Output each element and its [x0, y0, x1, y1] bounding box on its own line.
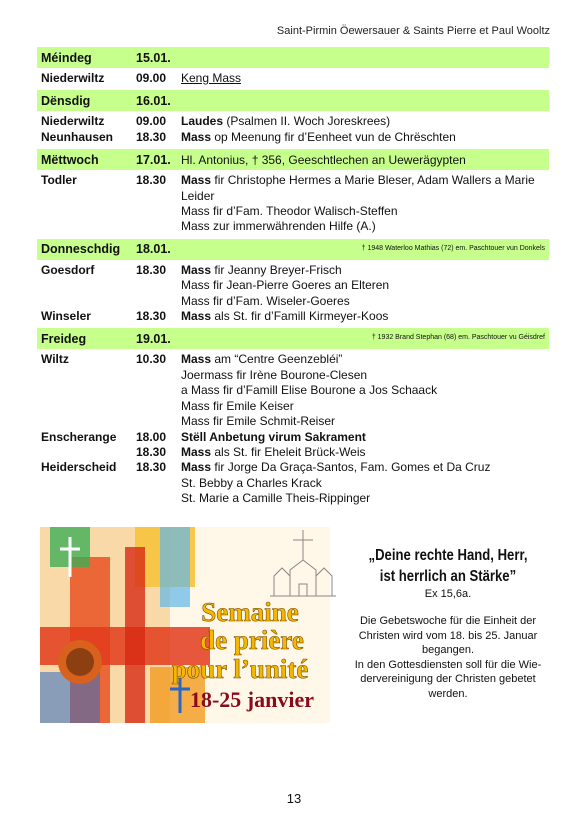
day-header	[37, 149, 549, 170]
mass-schedule	[37, 47, 549, 507]
schedule-place	[37, 278, 136, 293]
day-memorial-note: † 1948 Waterloo Mathias (72) em. Paschtouer vun Donkels	[361, 244, 545, 252]
schedule-row	[37, 430, 549, 445]
schedule-description: Mass op Meenung fir d’Eenheet vun de Chrëschten	[181, 129, 456, 144]
schedule-description: Laudes (Psalmen II. Woch Joreskrees)	[181, 114, 391, 129]
day-name: Donneschdig	[41, 242, 121, 257]
schedule-row	[37, 476, 549, 491]
schedule-row	[37, 399, 549, 414]
day-name: Freideg	[41, 331, 87, 346]
schedule-row	[37, 352, 549, 367]
schedule-place: Goesdorf	[41, 262, 95, 277]
banner-line-4: 18-25 janvier	[189, 687, 315, 712]
schedule-place: Wiltz	[41, 352, 69, 367]
schedule-description: Mass fir Emile Schmit-Reiser	[181, 414, 336, 429]
banner-line-2: de prière	[200, 625, 304, 655]
schedule-description: Mass fir Emile Keiser	[181, 398, 294, 413]
church-cross-icon	[266, 528, 340, 598]
schedule-description: Mass fir Christophe Hermes a Marie Bleser, Adam Wallers a Marie Leider	[181, 173, 535, 203]
schedule-row	[37, 460, 549, 475]
day-date: 17.01.	[136, 152, 171, 167]
schedule-time	[136, 414, 181, 429]
schedule-description: a Mass fir d’Famill Elise Bourone a Jos Schaack	[181, 383, 438, 398]
schedule-row	[37, 383, 549, 398]
schedule-place: Neunhausen	[41, 129, 114, 144]
schedule-description: Mass fir Jeanny Breyer-Frisch	[181, 262, 342, 277]
banner-line-3: pour l’unité	[171, 654, 309, 684]
schedule-row	[37, 263, 549, 278]
day-header	[37, 328, 549, 349]
schedule-time: 18.00	[136, 429, 167, 444]
schedule-time: 18.30	[136, 309, 167, 324]
page-header: Saint-Pirmin Öewersauer & Saints Pierre et Paul Wooltz	[276, 25, 550, 37]
day-name: Dënsdig	[41, 93, 91, 108]
schedule-place: Niederwiltz	[41, 71, 105, 85]
schedule-place	[37, 219, 136, 234]
schedule-row	[37, 368, 549, 383]
schedule-place	[37, 368, 136, 383]
schedule-time: 18.30	[136, 444, 167, 459]
day-name: Mëttwoch	[41, 152, 99, 167]
banner-line-1: Semaine	[201, 597, 299, 627]
day-memorial-note: † 1932 Brand Stephan (68) em. Paschtouer vu Géisdref	[371, 334, 545, 342]
schedule-description: Keng Mass	[181, 71, 242, 85]
schedule-time	[136, 383, 181, 398]
page-number: 13	[286, 791, 302, 806]
schedule-description: Mass am “Centre Geenzebléi”	[181, 352, 343, 367]
schedule-description: St. Marie a Camille Theis-Rippinger	[181, 491, 371, 506]
day-date: 16.01.	[136, 93, 171, 108]
schedule-time: 18.30	[136, 460, 167, 475]
quote-line-1: „Deine rechte Hand, Herr,	[368, 547, 528, 564]
quote-line-2: ist herrlich an Stärke”	[379, 568, 517, 585]
schedule-place: Niederwiltz	[41, 114, 105, 129]
schedule-description: St. Bebby a Charles Krack	[181, 475, 322, 490]
schedule-time	[136, 491, 181, 506]
schedule-place	[37, 491, 136, 506]
schedule-time: 18.30	[136, 173, 167, 188]
schedule-row	[37, 71, 549, 86]
schedule-time	[136, 278, 181, 293]
schedule-place: Heiderscheid	[41, 460, 117, 475]
schedule-description: Mass fir Jorge Da Graça-Santos, Fam. Gomes et Da Cruz	[181, 460, 491, 475]
day-date: 15.01.	[136, 50, 171, 65]
schedule-time	[136, 294, 181, 309]
schedule-description: Stëll Anbetung virum Sakrament	[181, 429, 366, 444]
day-note: Hl. Antonius, † 356, Geeschtlechen an Uewerägypten	[181, 152, 466, 167]
schedule-row	[37, 219, 549, 234]
schedule-row	[37, 414, 549, 429]
quote-body: Die Gebetswoche für die Einheit der Christen wird vom 18. bis 25. Januar begangen. In den Gottesdiensten soll für die Wie- dervereinigung der Christen gebetet werden.	[354, 615, 542, 700]
schedule-description: Mass als St. fir d’Famill Kirmeyer-Koos	[181, 309, 389, 324]
schedule-place	[37, 383, 136, 398]
schedule-row	[37, 173, 549, 204]
schedule-place: Enscherange	[41, 429, 117, 444]
schedule-row	[37, 114, 549, 129]
schedule-place	[37, 476, 136, 491]
schedule-description: Mass fir d’Fam. Theodor Walisch-Steffen	[181, 204, 398, 219]
schedule-row	[37, 278, 549, 293]
schedule-row	[37, 294, 549, 309]
schedule-time: 10.30	[136, 352, 167, 367]
schedule-time	[136, 204, 181, 219]
schedule-description: Mass fir d’Fam. Wiseler-Goeres	[181, 293, 350, 308]
schedule-place	[37, 294, 136, 309]
day-header	[37, 239, 549, 260]
schedule-place	[37, 414, 136, 429]
schedule-time: 18.30	[136, 262, 167, 277]
schedule-place	[37, 399, 136, 414]
schedule-row	[37, 445, 549, 460]
day-date: 18.01.	[136, 242, 171, 257]
schedule-row	[37, 309, 549, 324]
schedule-description: Mass fir Jean-Pierre Goeres an Elteren	[181, 278, 390, 293]
day-name: Méindeg	[41, 50, 92, 65]
schedule-time: 09.00	[136, 114, 167, 129]
schedule-place	[37, 204, 136, 219]
schedule-time	[136, 399, 181, 414]
day-date: 19.01.	[136, 331, 171, 346]
schedule-description: Mass als St. fir Eheleit Brück-Weis	[181, 444, 366, 459]
day-header	[37, 90, 549, 111]
schedule-time: 18.30	[136, 129, 167, 144]
schedule-time	[136, 368, 181, 383]
schedule-row	[37, 130, 549, 145]
schedule-description: Joermass fir Irène Bourone-Clesen	[181, 367, 368, 382]
bible-quote	[343, 545, 553, 701]
schedule-place: Winseler	[41, 309, 91, 324]
schedule-time	[136, 476, 181, 491]
schedule-description: Mass zur immerwährenden Hilfe (A.)	[181, 219, 376, 234]
schedule-time: 09.00	[136, 71, 167, 85]
schedule-place: Todler	[41, 173, 77, 188]
schedule-row	[37, 204, 549, 219]
schedule-place	[37, 445, 136, 460]
quote-reference: Ex 15,6a.	[424, 588, 472, 600]
schedule-time	[136, 219, 181, 234]
day-header	[37, 47, 549, 68]
schedule-row	[37, 491, 549, 506]
